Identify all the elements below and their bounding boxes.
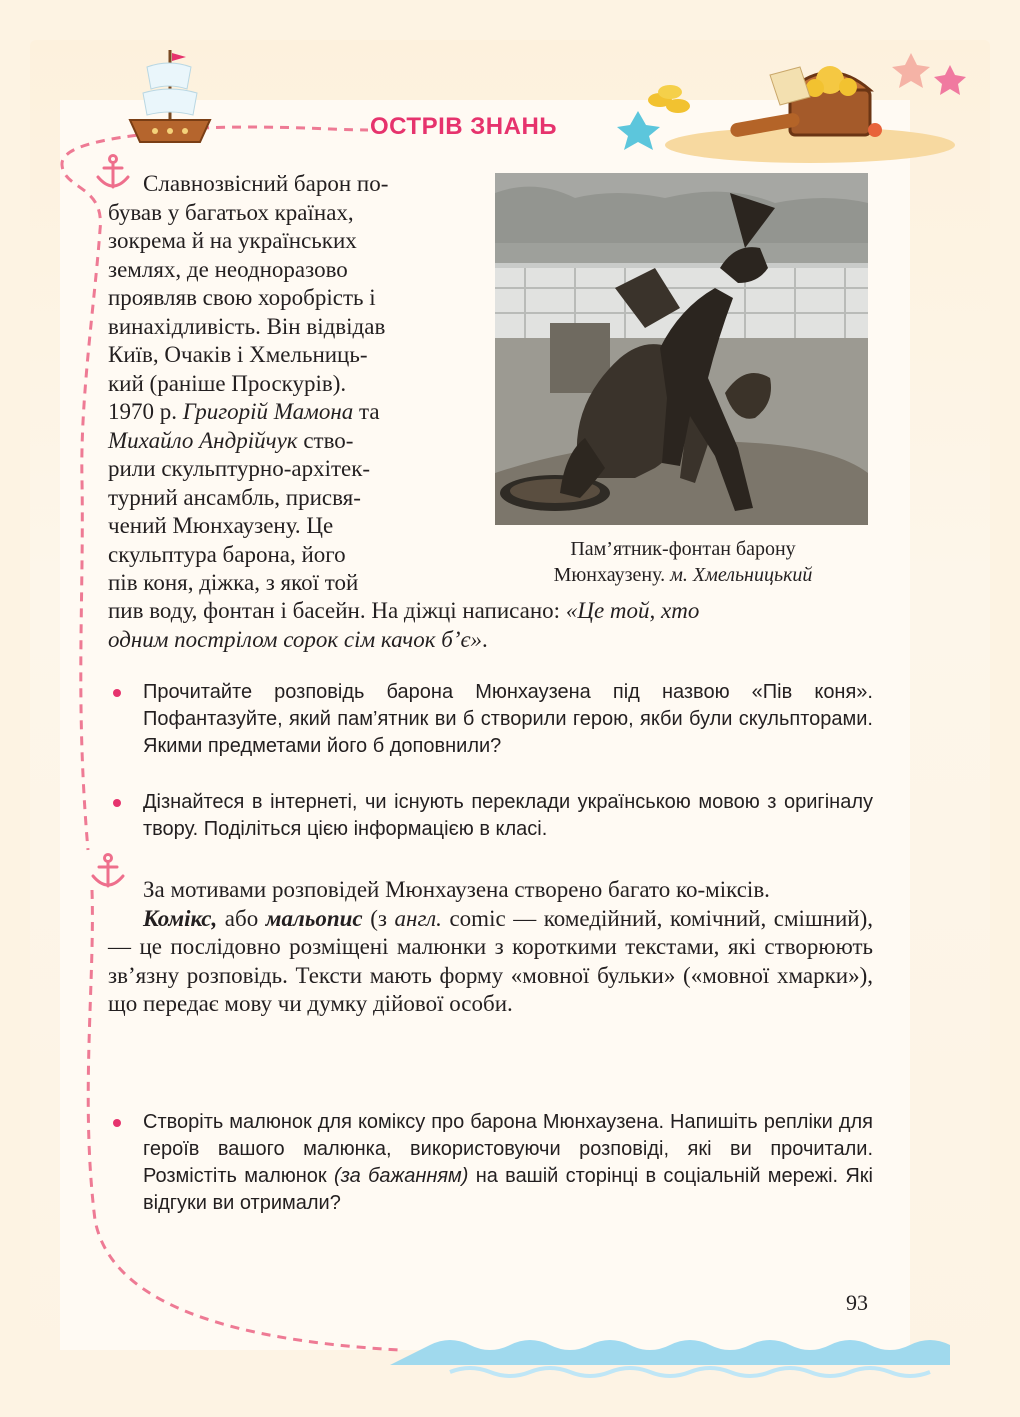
list-item: Дізнайтеся в інтернеті, чи існують переклади українською мовою з оригіналу твору. Поділіться цією інформацією в класі.	[108, 789, 873, 843]
intro-line: кий (раніше Проскурів).	[108, 370, 347, 396]
intro-year: 1970 р.	[108, 399, 183, 424]
intro-line: скульптура барона, його	[108, 541, 346, 567]
starfish-icon	[934, 65, 966, 95]
intro-line: землях, де неодноразово	[108, 256, 348, 282]
photo-caption	[493, 536, 873, 588]
lang-abbr: англ.	[394, 905, 442, 931]
text: на вашій сторінці в соціальній мережі. Які відгуки ви отримали?	[143, 1165, 874, 1214]
task-list-1	[108, 679, 873, 760]
inscription-quote-end: одним пострілом сорок сім качок б’є»	[108, 626, 483, 652]
intro-line: рили скульптурно-архітек-	[108, 456, 371, 481]
intro-paragraph	[108, 170, 458, 598]
comics-definition	[108, 905, 873, 1019]
intro-line	[108, 427, 458, 456]
text: або	[217, 905, 266, 931]
text: (з	[362, 905, 395, 931]
caption-line-2	[493, 562, 873, 588]
term-comic: Комікс,	[143, 905, 218, 931]
task-list-2	[108, 789, 873, 843]
intro-line: турний ансамбль, присвя-	[108, 484, 361, 510]
intro-line: чений Мюнхаузену. Це	[108, 513, 334, 538]
intro-line	[108, 398, 458, 427]
comics-paragraph	[108, 876, 873, 1019]
text: Створіть малюнок для коміксу про барона Мюнхаузена. Напишіть репліки для героїв вашого малюнка, використовуючи розповіді, які ви прочитали. Розмістіть малюнок	[143, 1111, 873, 1187]
intro-conj: та	[353, 399, 380, 424]
intro-line: Київ, Очаків і Хмельниць-	[108, 342, 368, 367]
intro-end: .	[482, 626, 488, 652]
sculptor-name-2: Михайло Андрійчук	[108, 427, 298, 453]
caption-location: м. Хмельницький	[670, 564, 813, 586]
intro-cont-text: пив воду, фонтан і басейн. На діжці написано:	[108, 598, 566, 623]
list-item: Прочитайте розповідь барона Мюнхаузена під назвою «Пів коня». Пофантазуйте, який пам’ятник ви б створили герою, якби були скульпторами. Якими предметами його б доповнили?	[108, 679, 873, 760]
treasure-chest-icon	[600, 40, 990, 165]
intro-line: проявляв свою хоробрість і	[108, 285, 376, 310]
ship-icon	[125, 45, 215, 150]
sculptor-name-1: Григорій Мамона	[182, 399, 354, 424]
intro-text: ство-	[297, 427, 354, 453]
task-list-3	[108, 1109, 873, 1217]
intro-paragraph-continued	[108, 597, 878, 654]
wave-icon	[390, 1340, 950, 1365]
photo-monument	[495, 173, 868, 525]
optional-note: (за бажанням)	[333, 1165, 469, 1187]
page-number: 93	[846, 1290, 868, 1315]
intro-line: пів коня, діжка, з якої той	[108, 570, 359, 595]
caption-line-1: Пам’ятник-фонтан барону	[570, 538, 796, 560]
page-title: ОСТРІВ ЗНАНЬ	[370, 113, 558, 140]
text: comic — комедійний, комічний, смішний), — це послідовно розміщені малюнки з короткими текстами, які створюють зв’язну розповідь. Тексти мають форму «мовної бульки» («мовної хмарки»), що передає мову чи думку дійової особи.	[108, 905, 873, 1016]
starfish-icon	[892, 53, 930, 88]
intro-line: зокрема й на українських	[108, 228, 357, 253]
inscription-quote: «Це той, хто	[565, 598, 700, 623]
starfish-icon	[617, 111, 660, 150]
intro-line: винахідливість. Він відвідав	[108, 313, 386, 339]
caption-subject: Мюнхаузену.	[553, 564, 671, 586]
term-malopys: мальопис	[265, 905, 363, 931]
intro-line: бував у багатьох країнах,	[108, 199, 354, 225]
list-item	[108, 1109, 873, 1217]
comics-intro: За мотивами розповідей Мюнхаузена створено багато ко-міксів.	[143, 877, 770, 902]
intro-line: Славнозвісний барон по-	[143, 171, 389, 196]
